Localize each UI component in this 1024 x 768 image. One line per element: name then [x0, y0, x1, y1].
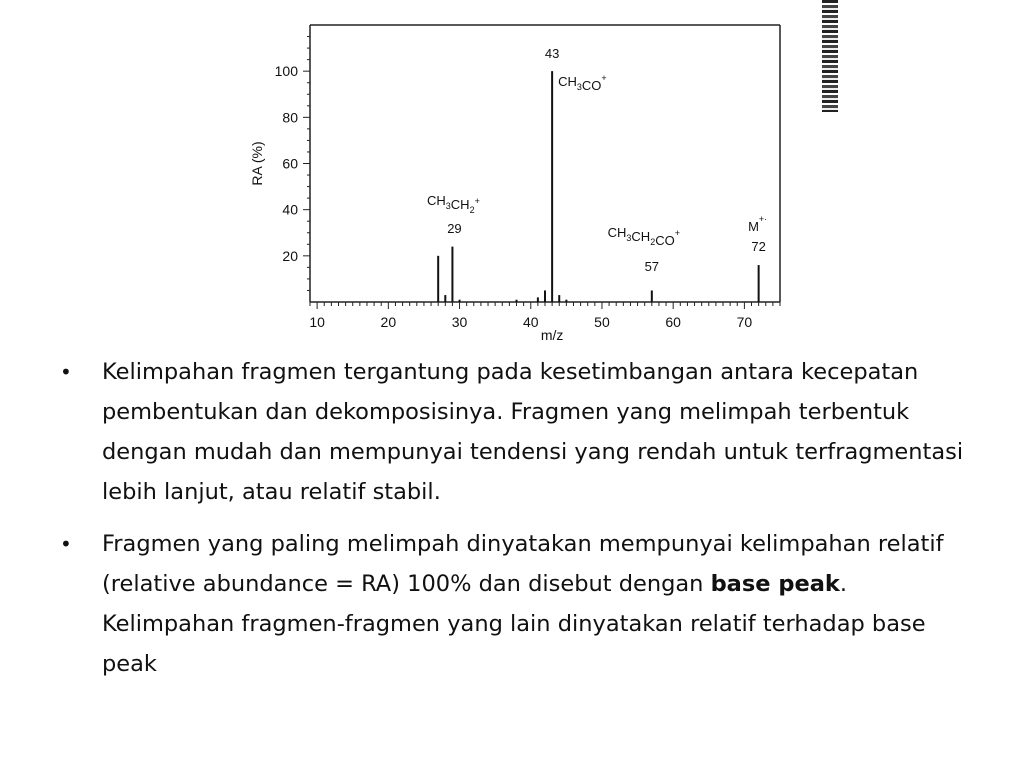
x-tick-label: 60 — [665, 314, 681, 330]
y-tick-label: 40 — [282, 201, 298, 218]
y-tick-label: 80 — [282, 109, 298, 126]
mass-spectrum-chart — [0, 0, 1024, 350]
bullet-text-part2: . Kelimpahan fragmen-fragmen yang lain dinyatakan relatif terhadap base peak — [102, 571, 926, 677]
x-tick-label: 70 — [736, 314, 753, 330]
x-tick-label: 20 — [380, 314, 397, 330]
bullet-dot: • — [60, 532, 72, 556]
bullet-text: Kelimpahan fragmen tergantung pada kesetimbangan antara kecepatan pembentukan dan dekomposisinya. Fragmen yang melimpah terbentuk dengan mudah dan mempunyai tendensi yang rendah untuk terfragmentasi lebih lanjut, atau relatif stabil. — [102, 359, 964, 505]
bullet-list — [60, 352, 970, 696]
y-tick-label: 20 — [282, 247, 298, 264]
x-tick-label: 50 — [594, 314, 610, 330]
base-peak-term: base peak — [710, 571, 840, 597]
x-tick-label: 40 — [522, 314, 539, 330]
ion-formula-mz-57: $CH_3CH_2CO^+$ — [607, 225, 680, 248]
ion-formula-mz-29: $CH_3CH_2^+$ — [426, 193, 480, 215]
bullet-item-abundance — [60, 352, 970, 512]
peak-label-mz-43: 43 — [544, 46, 560, 61]
y-tick-label: 60 — [282, 155, 298, 172]
x-tick-label: 10 — [309, 314, 325, 330]
bullet-text-part1: Fragmen yang paling melimpah dinyatakan mempunyai kelimpahan relatif (relative abundance = RA) 100% dan disebut dengan — [102, 531, 944, 597]
y-tick-label: 100 — [274, 63, 298, 80]
bullet-item-base-peak — [60, 524, 970, 684]
x-axis-title: m/z — [540, 327, 564, 343]
y-axis-title: RA (%) — [249, 141, 265, 186]
peak-label-mz-29: 29 — [447, 221, 462, 236]
ion-formula-mz-43: $CH_3CO^+$ — [558, 73, 607, 93]
bullet-dot: • — [60, 360, 72, 384]
scan-edge-artifact — [822, 0, 838, 112]
peak-label-mz-72: 72 — [751, 239, 766, 254]
x-tick-label: 30 — [451, 314, 468, 330]
peak-label-mz-57: 57 — [644, 259, 660, 274]
ion-formula-mz-72: M+· — [748, 214, 768, 234]
